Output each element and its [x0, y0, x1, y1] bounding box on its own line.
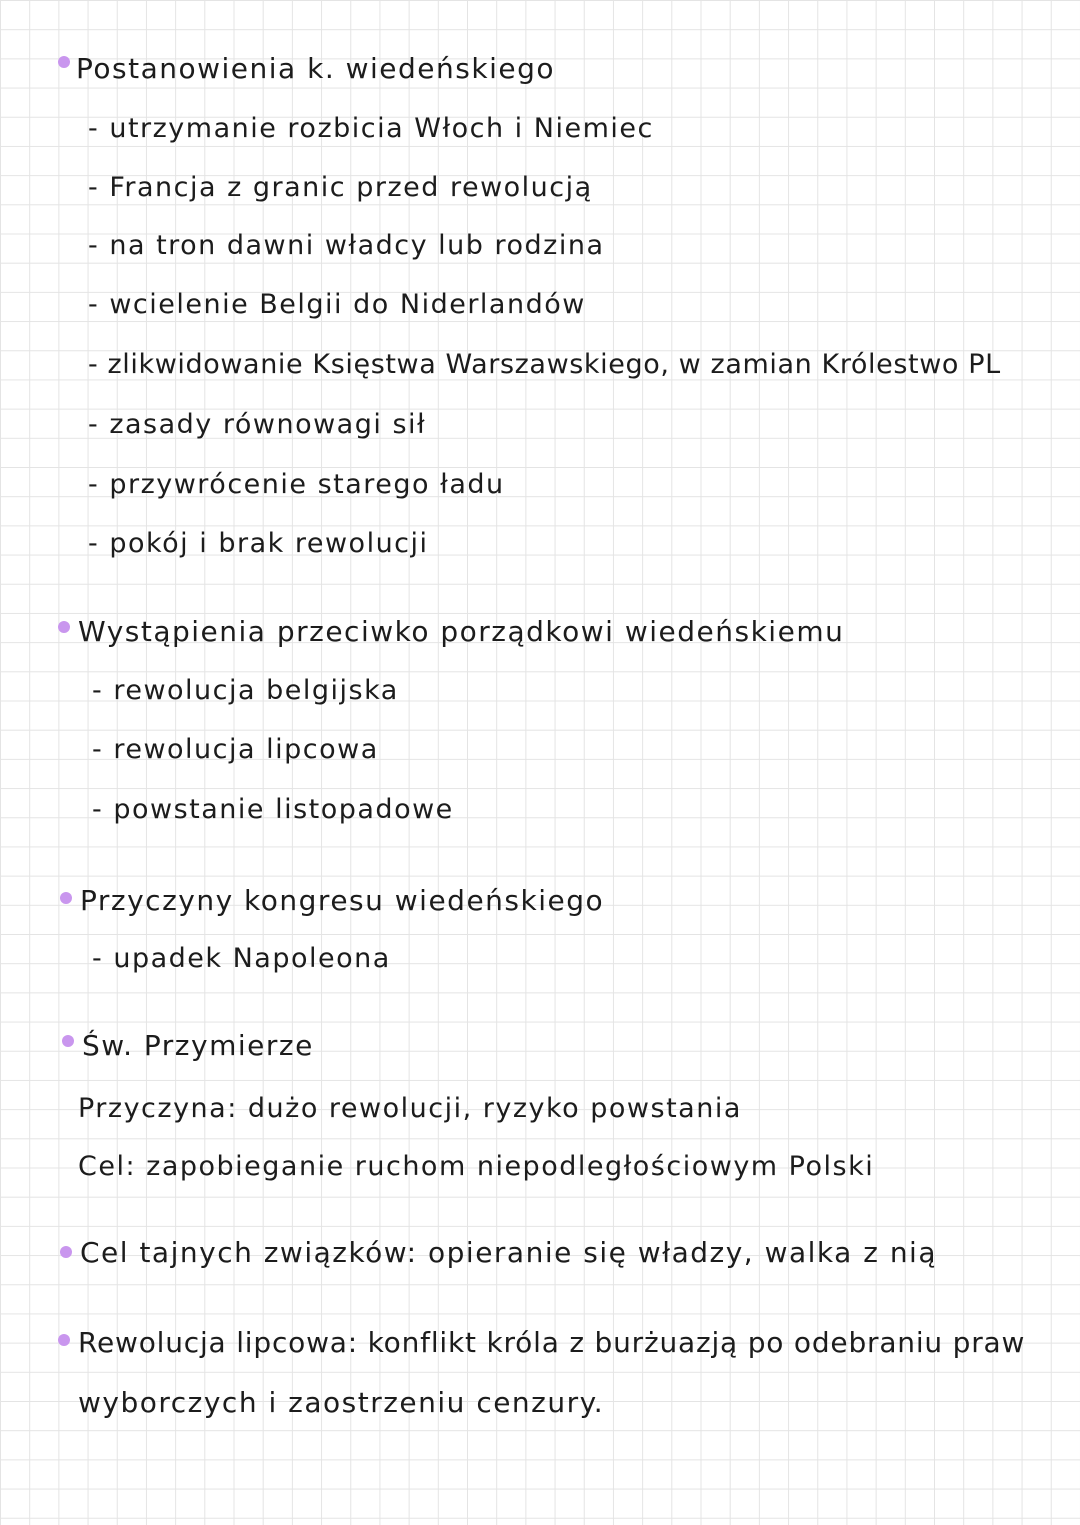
list-item: - przywrócenie starego ładu — [88, 469, 505, 500]
list-item: - wcielenie Belgii do Niderlandów — [88, 289, 586, 320]
list-item: - na tron dawni władcy lub rodzina — [88, 230, 605, 261]
bullet-dot — [58, 621, 70, 633]
list-item: - rewolucja lipcowa — [92, 734, 379, 765]
list-item: - rewolucja belgijska — [92, 675, 399, 706]
text-line: Cel: zapobieganie ruchom niepodległościowym Polski — [78, 1151, 875, 1182]
section-heading: Wystąpienia przeciwko porządkowi wiedeńskiemu — [78, 615, 845, 648]
text-line: wyborczych i zaostrzeniu cenzury. — [78, 1386, 605, 1419]
bullet-dot — [58, 1334, 70, 1346]
bullet-dot — [58, 56, 70, 68]
list-item: - utrzymanie rozbicia Włoch i Niemiec — [88, 113, 654, 144]
list-item: - zasady równowagi sił — [88, 409, 427, 440]
text-line: Przyczyna: dużo rewolucji, ryzyko powstania — [78, 1093, 742, 1124]
text-line: Rewolucja lipcowa: konflikt króla z burżuazją po odebraniu praw — [78, 1326, 1026, 1359]
list-item: - powstanie listopadowe — [92, 794, 454, 825]
bullet-dot — [60, 892, 72, 904]
bullet-dot — [60, 1246, 72, 1258]
section-heading: Przyczyny kongresu wiedeńskiego — [80, 884, 605, 917]
bullet-dot — [62, 1035, 74, 1047]
text-line: Cel tajnych związków: opieranie się władzy, walka z nią — [80, 1236, 937, 1269]
list-item: - zlikwidowanie Księstwa Warszawskiego, w zamian Królestwo PL — [88, 349, 1001, 380]
list-item: - pokój i brak rewolucji — [88, 528, 429, 559]
section-heading: Postanowienia k. wiedeńskiego — [76, 52, 555, 85]
list-item: - upadek Napoleona — [92, 943, 391, 974]
list-item: - Francja z granic przed rewolucją — [88, 172, 593, 203]
section-heading: Św. Przymierze — [82, 1029, 314, 1062]
